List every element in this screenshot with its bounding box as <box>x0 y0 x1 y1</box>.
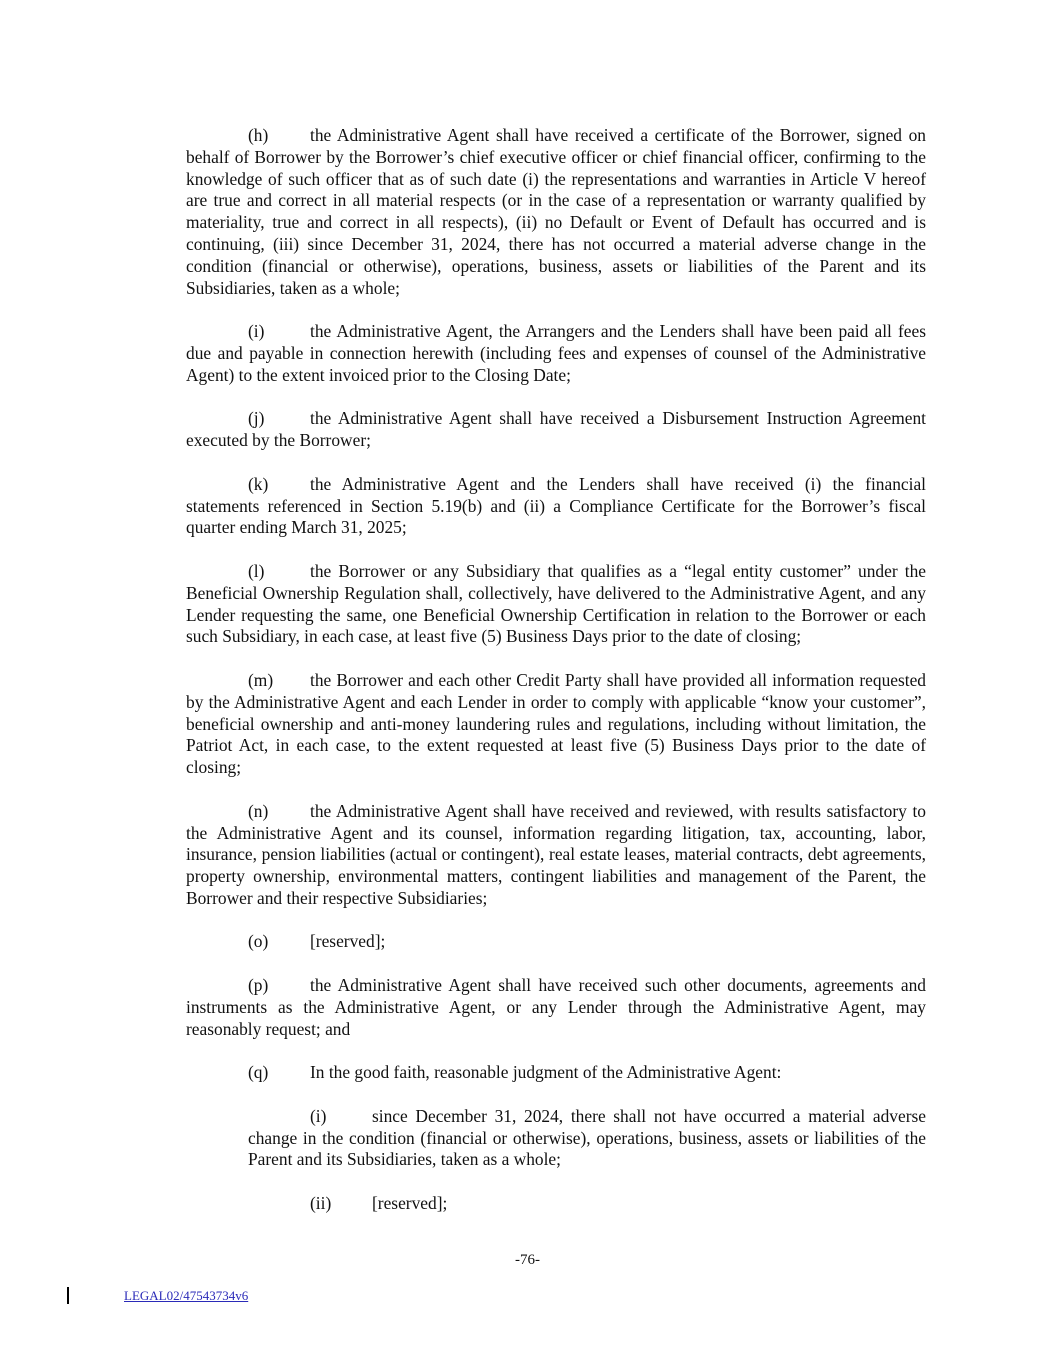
sub-clause-i <box>248 1106 926 1171</box>
clause-marker: (p) <box>248 975 269 996</box>
clause-marker: (l) <box>248 560 265 581</box>
clause-text: the Administrative Agent shall have received a Disbursement Instruction Agreement executed by the Borrower; <box>186 408 926 451</box>
clause-marker: (j) <box>248 408 265 429</box>
clause-q <box>186 1062 926 1084</box>
sub-clause-marker: (i) <box>310 1105 327 1126</box>
clause-text: the Administrative Agent shall have received and reviewed, with results satisfactory to the Administrative Agent and its counsel, information regarding litigation, tax, accounting, labor, insurance, pension liabilities (actual or contingent), real estate leases, material contracts, debt agreements, property ownership, environmental matters, contingent liabilities and management of the Parent, the Borrower and their respective Subsidiaries; <box>186 800 926 908</box>
clause-text: the Administrative Agent shall have received such other documents, agreements and instruments as the Administrative Agent, or any Lender through the Administrative Agent, may reasonably request; and <box>186 975 926 1039</box>
clause-text: the Administrative Agent shall have received a certificate of the Borrower, signed on behalf of Borrower by the Borrower’s chief executive officer or chief financial officer, confirming to the knowledge of such officer that as of such date (i) the representations and warranties in Article V hereof are true and correct in all material respects (or in the case of a representation or warranty qualified by materiality, true and correct in all respects), (ii) no Default or Event of Default has occurred and is continuing, (iii) since December 31, 2024, there has not occurred a material adverse change in the condition (financial or otherwise), operations, business, assets or liabilities of the Parent and its Subsidiaries, taken as a whole; <box>186 125 926 298</box>
revision-bar <box>67 1287 69 1304</box>
clause-text: [reserved]; <box>310 931 386 952</box>
clause-marker: (m) <box>248 669 274 690</box>
sub-clause-list <box>248 1106 926 1215</box>
clause-text: the Administrative Agent and the Lenders shall have received (i) the financial statements referenced in Section 5.19(b) and (ii) a Compliance Certificate for the Borrower’s fiscal quarter ending March 31, 2025; <box>186 473 926 538</box>
document-body <box>186 125 926 1237</box>
sub-clause-marker: (ii) <box>310 1193 332 1214</box>
clause-marker: (k) <box>248 473 269 494</box>
clause-text: the Borrower or any Subsidiary that qualifies as a “legal entity customer” under the Beneficial Ownership Regulation shall, collectively, have delivered to the Administrative Agent, and any Lender requesting the same, one Beneficial Ownership Certification in relation to the Borrower or each such Subsidiary, in each case, at least five (5) Business Days prior to the date of closing; <box>186 560 926 647</box>
sub-clause-text: since December 31, 2024, there shall not have occurred a material adverse change in the condition (financial or otherwise), operations, business, assets or liabilities of the Parent and its Subsidiaries, taken as a whole; <box>248 1105 926 1170</box>
clause-text: the Administrative Agent, the Arrangers and the Lenders shall have been paid all fees due and payable in connection herewith (including fees and expenses of counsel of the Administrative Agent) to the extent invoiced prior to the Closing Date; <box>186 321 926 385</box>
clause-m <box>186 670 926 779</box>
page-number: -76- <box>515 1252 540 1268</box>
sub-clause-text: [reserved]; <box>372 1193 448 1214</box>
clause-p <box>186 975 926 1040</box>
clause-i <box>186 321 926 386</box>
document-id-link[interactable]: LEGAL02/47543734v6 <box>124 1288 249 1303</box>
clause-k <box>186 474 926 539</box>
sub-clause-ii <box>248 1193 926 1215</box>
clause-marker: (i) <box>248 321 265 342</box>
clause-marker: (h) <box>248 125 269 145</box>
clause-h <box>186 125 926 299</box>
clause-n <box>186 801 926 910</box>
clause-marker: (n) <box>248 800 269 821</box>
clause-marker: (o) <box>248 931 269 952</box>
clause-text: the Borrower and each other Credit Party shall have provided all information requested by the Administrative Agent and each Lender in order to comply with applicable “know your customer”, beneficial ownership and anti-money laundering rules and regulations, including without limitation, the Patriot Act, in each case, to the extent requested at least five (5) Business Days prior to the date of closing; <box>186 669 926 778</box>
clause-l <box>186 561 926 648</box>
clause-o <box>186 931 926 953</box>
clause-j <box>186 408 926 452</box>
clause-text: In the good faith, reasonable judgment of the Administrative Agent: <box>310 1062 782 1083</box>
clause-marker: (q) <box>248 1062 269 1083</box>
